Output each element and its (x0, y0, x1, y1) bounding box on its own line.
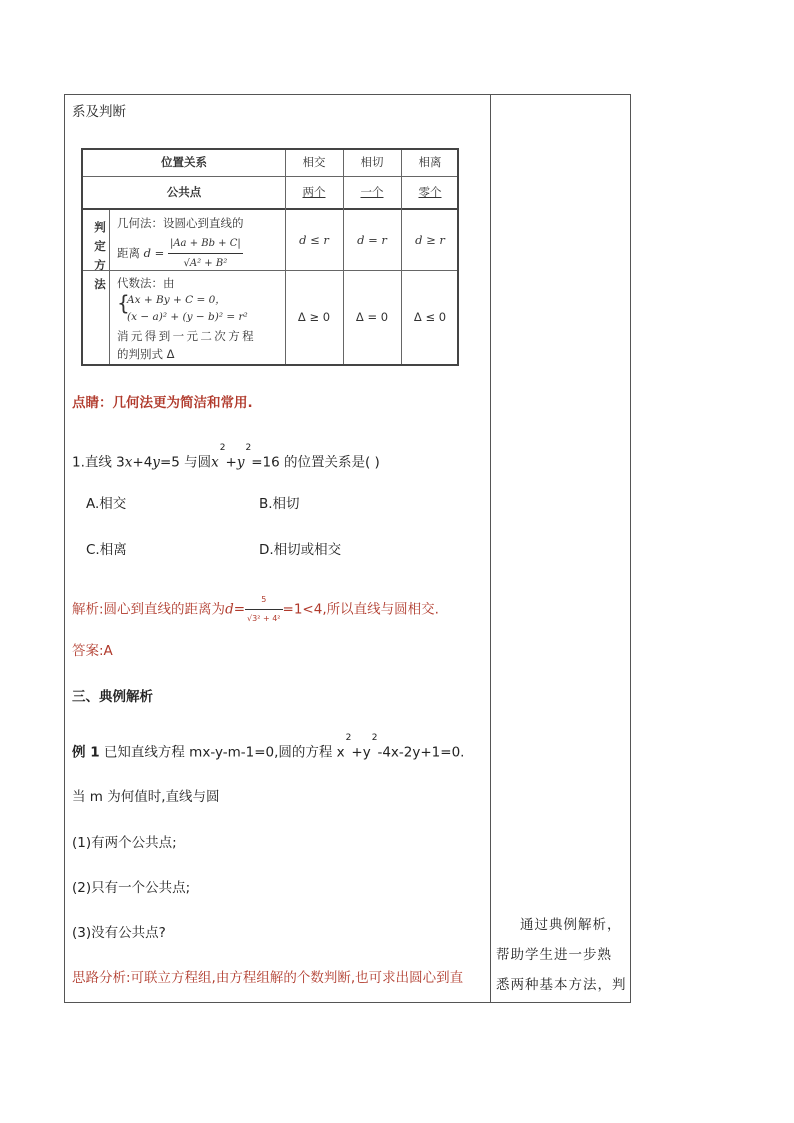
option-a: A.相交 (86, 496, 127, 512)
row-common-points: 公共点 (166, 185, 202, 199)
header-intersect: 相交 (302, 155, 326, 169)
algebraic-line3: 消元得到一元二次方程 (117, 329, 256, 343)
option-d: D.相切或相交 (259, 542, 342, 558)
method-label: 判 定 方 法 (94, 220, 106, 291)
header-fragment: 系及判断 (72, 104, 126, 120)
option-c: C.相离 (86, 542, 127, 558)
distance-formula: $\frac{|Aa + Bb + C|}{\text{√A² + B²}}$ (168, 234, 243, 273)
answer-text: 答案:A (72, 643, 113, 659)
points-tangent: 一个 (360, 185, 384, 199)
header-relation: 位置关系 (161, 155, 207, 169)
side-note-line2: 帮助学生进一步熟 (496, 947, 612, 963)
sub-question-2: (2)只有一个公共点; (72, 880, 191, 896)
sub-question-3: (3)没有公共点? (72, 925, 166, 941)
when-text: 当 m 为何值时,直线与圆 (72, 789, 220, 805)
points-intersect: 两个 (302, 185, 326, 199)
geo-separate: d ≥ r (415, 233, 445, 247)
question-1: 1.直线 3x+4y=5 与圆$x^2+y^2=16$ 的位置关系是( ) (72, 443, 380, 471)
alg-tangent: Δ = 0 (355, 310, 389, 324)
section-3-heading: 三、典例解析 (72, 689, 153, 705)
points-separate: 零个 (418, 185, 442, 199)
brace-icon: { (117, 291, 130, 315)
sub-question-1: (1)有两个公共点; (72, 835, 177, 851)
side-note-line1: 通过典例解析， (520, 917, 622, 933)
relation-table (81, 148, 459, 366)
tip-text: 点睛：几何法更为简洁和常用. (72, 395, 253, 411)
algebraic-eq1: Ax + By + C = 0， (127, 294, 226, 306)
example-1: 例 1 已知直线方程 mx-y-m-1=0,圆的方程 $x^2+y^2-4x-2y+1=0$. (72, 733, 465, 761)
algebraic-line4: 的判别式 Δ (117, 347, 175, 361)
geometric-line2: 距离 d = $\frac{|Aa + Bb + C|}{\text{√A² + B²}}$ (117, 234, 243, 273)
column-divider (490, 94, 491, 1003)
thought-text: 思路分析:可联立方程组,由方程组解的个数判断,也可求出圆心到直 (72, 970, 464, 986)
header-separate: 相离 (418, 155, 442, 169)
alg-intersect: Δ ≥ 0 (297, 310, 331, 324)
geometric-line1: 几何法：设圆心到直线的 (117, 216, 244, 230)
algebraic-line1: 代数法：由 (117, 276, 175, 290)
geo-tangent: d = r (357, 233, 387, 247)
alg-separate: Δ ≤ 0 (413, 310, 447, 324)
analysis-text: 解析:圆心到直线的距离为d= $\frac{5}{\text{√3² + 4²}}$ =1<4,所以直线与圆相交. (72, 591, 439, 628)
header-tangent: 相切 (360, 155, 384, 169)
side-note-line3: 悉两种基本方法，判 (496, 977, 627, 993)
algebraic-eq2: (x − a)² + (y − b)² = r² (127, 311, 248, 323)
option-b: B.相切 (259, 496, 300, 512)
geo-intersect: d ≤ r (299, 233, 329, 247)
